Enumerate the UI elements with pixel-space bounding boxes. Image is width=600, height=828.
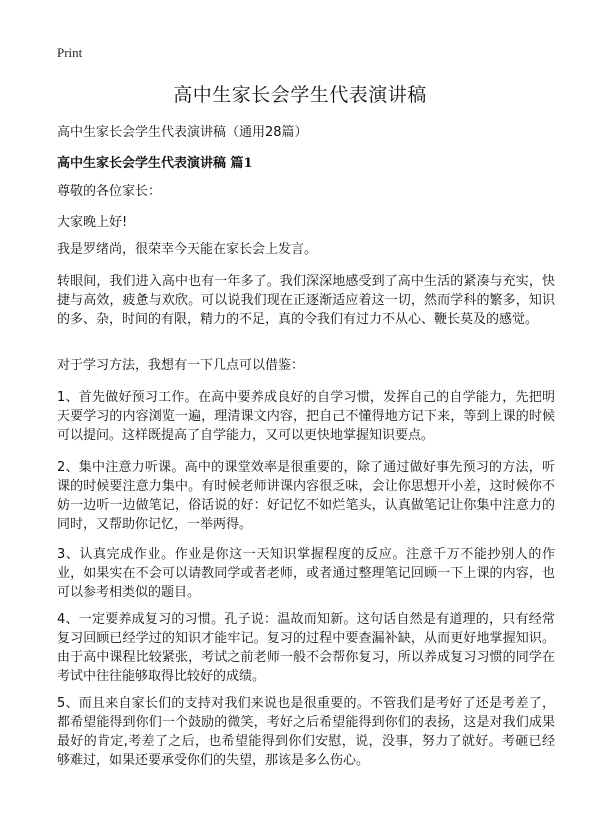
paragraph-2: 对于学习方法，我想有一下几点可以借鉴： [57, 358, 305, 373]
section-heading: 高中生家长会学生代表演讲稿 篇1 [57, 156, 253, 171]
print-link[interactable]: Print [57, 45, 83, 60]
paragraph-method-2: 2、集中注意力听课。高中的课堂效率是很重要的，除了通过做好事先预习的方法，听课的时候要注意力集中。有时候老师讲课内容很乏味，会让你思想开小差，这时候你不妨一边听一边做笔记，俗话说的好：好记忆不如烂笔头，认真做笔记让你集中注意力的同时，又帮助你记忆，一举两得。 [57, 460, 555, 532]
page-title: 高中生家长会学生代表演讲稿 [173, 84, 427, 106]
paragraph-1: 转眼间，我们进入高中也有一年多了。我们深深地感受到了高中生活的紧凑与充实，快捷与高效，疲惫与欢欣。可以说我们现在正逐渐适应着这一切，然而学科的繁多，知识的多、杂，时间的有限，精力的不足，真的令我们有过力不从心、鞭长莫及的感觉。 [57, 274, 555, 327]
paragraph-intro: 我是罗绪尚，很荣幸今天能在家长会上发言。 [57, 242, 318, 257]
paragraph-salutation: 尊敬的各位家长： [57, 184, 162, 199]
document-subtitle: 高中生家长会学生代表演讲稿（通用28篇） [57, 125, 308, 140]
paragraph-method-1: 1、首先做好预习工作。在高中要养成良好的自学习惯，发挥自己的自学能力，先把明天要学习的内容浏览一遍，理清课文内容，把自己不懂得地方记下来，等到上课的时候可以提问。这样既提高了自学能力，又可以更快地掌握知识要点。 [57, 390, 555, 443]
paragraph-method-3: 3、认真完成作业。作业是你这一天知识掌握程度的反应。注意千万不能抄别人的作业，如果实在不会可以请教同学或者老师，或者通过整理笔记回顾一下上课的内容，也可以参考相类似的题目。 [57, 547, 555, 600]
paragraph-method-4: 4、一定要养成复习的习惯。孔子说：温故而知新。这句话自然是有道理的，只有经常复习回顾已经学过的知识才能牢记。复习的过程中要查漏补缺，从而更好地掌握知识。由于高中课程比较紧张，考试之前老师一般不会帮你复习，所以养成复习习惯的同学在考试中往往能够取得比较好的成绩。 [57, 612, 555, 684]
paragraph-greeting: 大家晚上好! [57, 215, 128, 230]
paragraph-method-5: 5、而且来自家长们的支持对我们来说也是很重要的。不管我们是考好了还是考差了，都希望能得到你们一个鼓励的微笑，考好之后希望能得到你们的表扬，这是对我们成果最好的肯定,考差了之后，也希望能得到你们安慰，说，没事，努力了就好。考砸已经够难过，如果还要承受你们的失望，那该是多么伤心。 [57, 696, 555, 768]
